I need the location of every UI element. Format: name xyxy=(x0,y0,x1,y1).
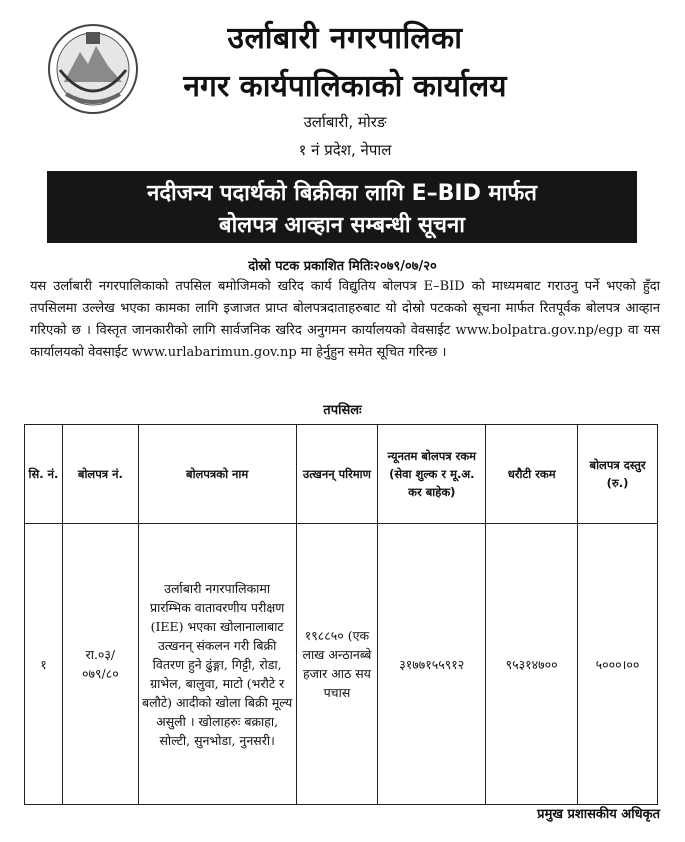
org-name: उर्लाबारी नगरपालिका xyxy=(227,21,463,56)
published-date: दोस्रो पटक प्रकाशित मितिः२०७९/०७/२० xyxy=(248,259,437,274)
banner-line-1: नदीजन्य पदार्थको बिक्रीका लागि E–BID मार्फत xyxy=(147,181,537,206)
table-header-row xyxy=(25,425,658,524)
cell-min-amount: ३१७७१५५९१२ xyxy=(378,524,486,805)
header-extraction-qty: उत्खनन् परिमाण xyxy=(296,425,378,524)
tapasil-label: तपसिलः xyxy=(323,403,362,418)
notice-title-banner xyxy=(47,171,637,243)
banner-line-2: बोलपत्र आव्हान सम्बन्धी सूचना xyxy=(219,213,465,238)
address-line-2: १ नं प्रदेश, नेपाल xyxy=(298,141,392,159)
cell-fee: ५०००।०० xyxy=(578,524,658,805)
table-row xyxy=(25,524,658,805)
notice-header xyxy=(0,0,685,168)
cell-bid-name: उर्लाबारी नगरपालिकामा प्रारम्भिक वातावरणीय परीक्षण (IEE) भएका खोलानालाबाट उत्खनन् संकलन गरी बिक्री वितरण हुने ढुंङ्गा, गिट्टी, रोडा, ग्राभेल, बालुवा, माटो (भरौटे र बलौटे) आदीको खोला बिक्री मूल्य असुली । खोलाहरुः बक्राहा, सोल्टी, सुनभोडा, नुनसरी। xyxy=(138,524,296,805)
cell-bid-no: रा.०३/ ०७९/८० xyxy=(62,524,138,805)
nepal-government-emblem-icon xyxy=(46,22,140,116)
notice-body: यस उर्लाबारी नगरपालिकाको तपसिल बमोजिमको खरिद कार्य विद्युतिय बोलपत्र E–BID को माध्यमबाट गराउनु पर्ने भएको हुँदा तपसिलमा उल्लेख भएका कामका लागि इजाजत प्राप्त बोलपत्रदाताहरुबाट यो दोस्रो पटकको सूचना मार्फत रितपूर्वक बोलपत्र आव्हान गरिएको छ । विस्तृत जानकारीको लागि सार्वजनिक खरिद अनुगमन कार्यालयको वेवसाईट www.bolpatra.gov.np/egp वा यस कार्यालयको वेवसाईट www.urlabarimun.gov.np मा हेर्नुहुन समेत सूचित गरिन्छ । xyxy=(30,279,660,360)
cell-extraction-qty: १९८८५० (एक लाख अन्ठानब्बे हजार आठ सय पचास xyxy=(296,524,378,805)
bid-table xyxy=(24,424,658,805)
cell-sn: १ xyxy=(25,524,63,805)
header-bid-name: बोलपत्रको नाम xyxy=(138,425,296,524)
cell-deposit: ९५३१४७०० xyxy=(486,524,578,805)
header-fee: बोलपत्र दस्तुर (रु.) xyxy=(578,425,658,524)
office-name: नगर कार्यपालिकाको कार्यालय xyxy=(183,69,507,104)
header-sn: सि. नं. xyxy=(25,425,63,524)
header-min-amount: न्यूनतम बोलपत्र रकम (सेवा शुल्क र मू.अ. कर बाहेक) xyxy=(378,425,486,524)
header-bid-no: बोलपत्र नं. xyxy=(62,425,138,524)
signature-title: प्रमुख प्रशासकीय अधिकृत xyxy=(537,807,660,822)
header-deposit: धरौटी रकम xyxy=(486,425,578,524)
address-line-1: उर्लाबारी, मोरङ xyxy=(303,113,387,131)
